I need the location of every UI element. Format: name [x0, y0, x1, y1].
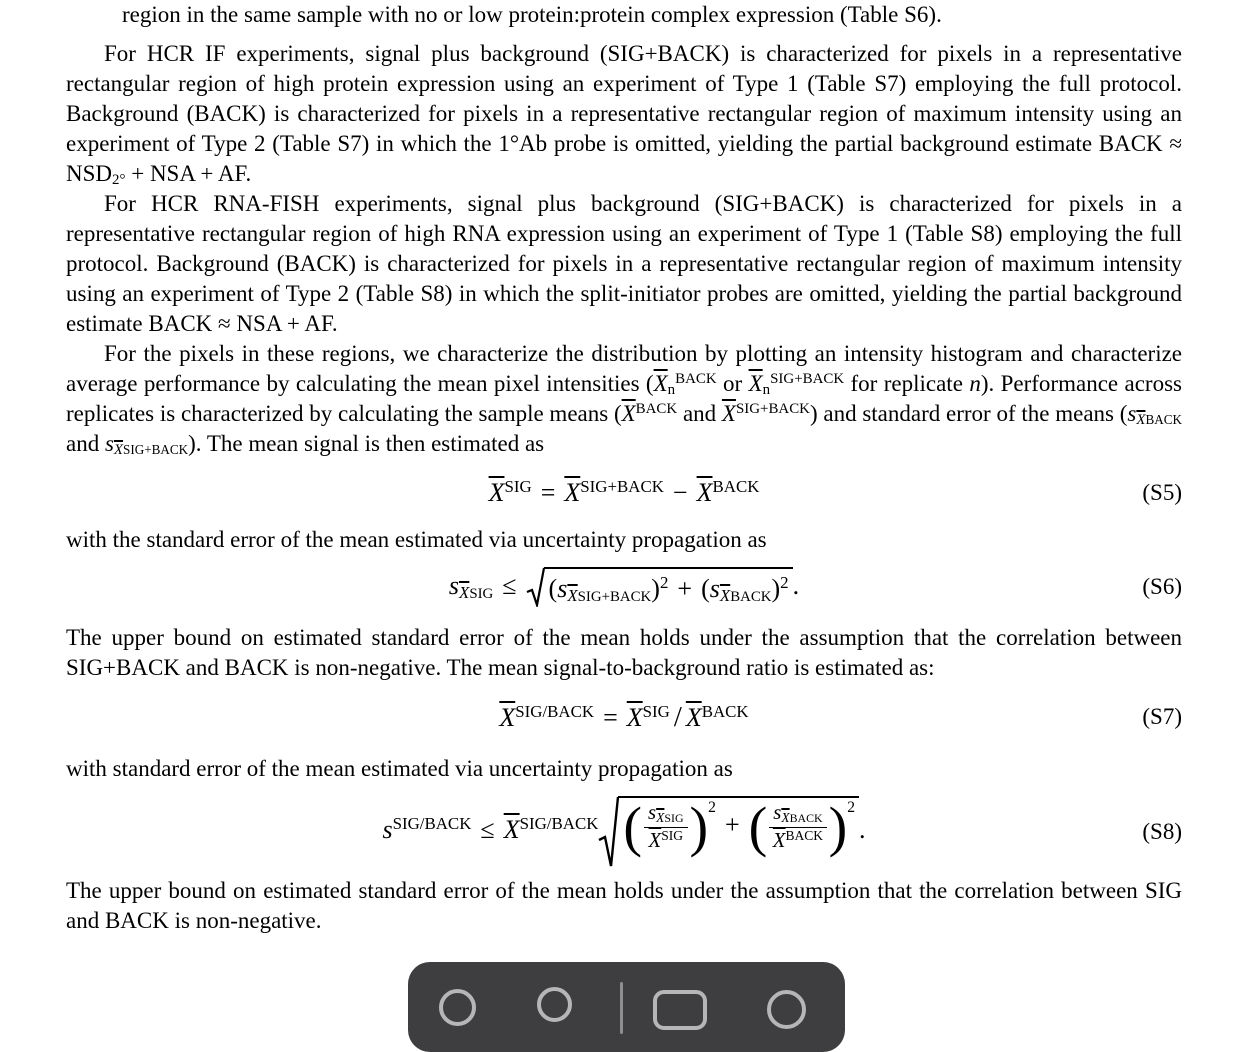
xbar-n-back: $\overline{X}n^{BACK}$ [653, 370, 717, 399]
paragraph-text: For the pixels in these regions, we characterize the distribution by plotting an intensity histogram and characterize average performance by calculating the mean pixel intensities ( [66, 341, 1182, 396]
equation-s6-math: $s\overline{X}SIG$ ≤ $(s\overline{X}SIG+BACK)^2$ + $(s\overline{X}BACK)^2$ . [449, 571, 799, 600]
radical: $(s\overline{X}SIG+BACK)^2$ + $(s\overline{X}BACK)^2$ [526, 567, 793, 607]
paragraph-hcr-rna-fish: For HCR RNA-FISH experiments, signal plus background (SIG+BACK) is characterized for pixels in a representative rectangular region of high RNA expression using an experiment of Type 1 (Table S8) employing the full protocol. Background (BACK) is characterized for pixels in a representative rectangular region of maximum intensity using an experiment of Type 2 (Table S8) in which the split-initiator probes are omitted, yielding the partial background estimate BACK ≈ NSA + AF. [66, 191, 1182, 336]
equation-s6 [66, 567, 1182, 607]
paragraph-upper-bound-1: The upper bound on estimated standard error of the mean holds under the assumption that the correlation between SIG+BACK and BACK is non-negative. The mean signal-to-background ratio is estimated as: [66, 624, 1182, 680]
fraction-back: $\frac{s\overline{X}BACK}{\overline{X}^{BACK}}$ [769, 801, 826, 854]
paragraph-continuation: region in the same sample with no or low protein:protein complex expression (Table S6). [122, 2, 942, 27]
paragraph-hcr-if [66, 39, 1182, 189]
equation-s5 [66, 476, 1182, 510]
fraction-sig: $\frac{s\overline{X}SIG}{\overline{X}^{SIG}}$ [644, 801, 688, 854]
paragraph-text: ) and standard error of the means ( [809, 401, 1128, 426]
paragraph-upper-bound-2: The upper bound on estimated standard error of the mean holds under the assumption that the correlation between SIG and BACK is non-negative. [66, 877, 1182, 933]
radical-sign [598, 796, 620, 868]
paragraph-text: + NSA + AF. [125, 161, 252, 186]
share-icon[interactable] [767, 990, 806, 1029]
paragraph-text: and [677, 401, 722, 426]
equation-number-s5: (S5) [1142, 479, 1182, 505]
radical: ( $\frac{s\overline{X}SIG}{\overline{X}^{SIG}}$ )$^2$+ ( $\frac{s\overline{X}BACK}{\overline{X}^{BACK}}$ )$^2$ [598, 796, 859, 868]
equation-s7 [66, 699, 1182, 736]
paragraph-text: for replicate [844, 371, 970, 396]
equation-number-s6: (S6) [1142, 573, 1182, 599]
sem-sigback: $s\overline{X}SIG+BACK$ [104, 431, 189, 459]
equation-s5-math: $\overline{X}^{SIG} = \overline{X}^{SIG+BACK} - \overline{X}^{BACK}$ [488, 476, 760, 507]
zoom-in-icon[interactable] [537, 987, 572, 1022]
paragraph-text: or [716, 371, 749, 396]
equation-number-s7: (S7) [1142, 704, 1182, 730]
paragraph-pixel-regions [66, 339, 1182, 459]
text-after-s7: with standard error of the mean estimated via uncertainty propagation as [66, 755, 733, 781]
radical-sign [526, 567, 546, 607]
paragraph-text: ). The mean signal is then estimated as [188, 431, 545, 456]
equation-number-s8: (S8) [1142, 819, 1182, 845]
paragraph-text: ). Performance across replicates is characterized by calculating the sample means ( [66, 371, 1182, 426]
quicklook-toolbar [408, 962, 845, 1052]
sem-back: $s\overline{X}BACK$ [1127, 401, 1182, 429]
equation-s8-math: $s^{SIG/BACK} \le \overline{X}^{SIG/BACK}$ ( $\frac{s\overline{X}SIG}{\overline{X}^{SIG}}$ )$^2$+ ( $\frac{s\overline{X}BACK}{\overline{X}^{BACK}}$ )$^2$ . [382, 815, 865, 844]
xbar-n-sigback: $\overline{X}n^{SIG+BACK}$ [748, 370, 845, 399]
replicate-n-var: n [969, 371, 981, 396]
xbar-sigback: $\overline{X}^{SIG+BACK}$ [721, 400, 810, 426]
paragraph-text: For HCR IF experiments, signal plus background (SIG+BACK) is characterized for pixels in a representative rectangular region of high protein expression using an experiment of Type 1 (Table S7) employing the full protocol. Background (BACK) is characterized for pixels in a representative rectangular region of maximum intensity using an experiment of Type 2 (Table S7) in which the 1°Ab probe is omitted, yielding the partial background estimate BACK ≈ NSD [66, 41, 1182, 186]
subscript-2deg: 2° [112, 172, 126, 189]
zoom-out-icon[interactable] [439, 989, 476, 1026]
paragraph-text: and [66, 431, 105, 456]
markup-icon[interactable] [653, 990, 707, 1030]
xbar-back: $\overline{X}^{BACK}$ [621, 400, 678, 426]
equation-s7-math: $\overline{X}^{SIG/BACK} = \overline{X}^{SIG} / \overline{X}^{BACK}$ [499, 701, 749, 733]
document-page [66, 0, 1182, 936]
equation-s8 [66, 796, 1182, 868]
toolbar-divider [620, 982, 623, 1034]
text-after-s5: with the standard error of the mean estimated via uncertainty propagation as [66, 526, 767, 552]
